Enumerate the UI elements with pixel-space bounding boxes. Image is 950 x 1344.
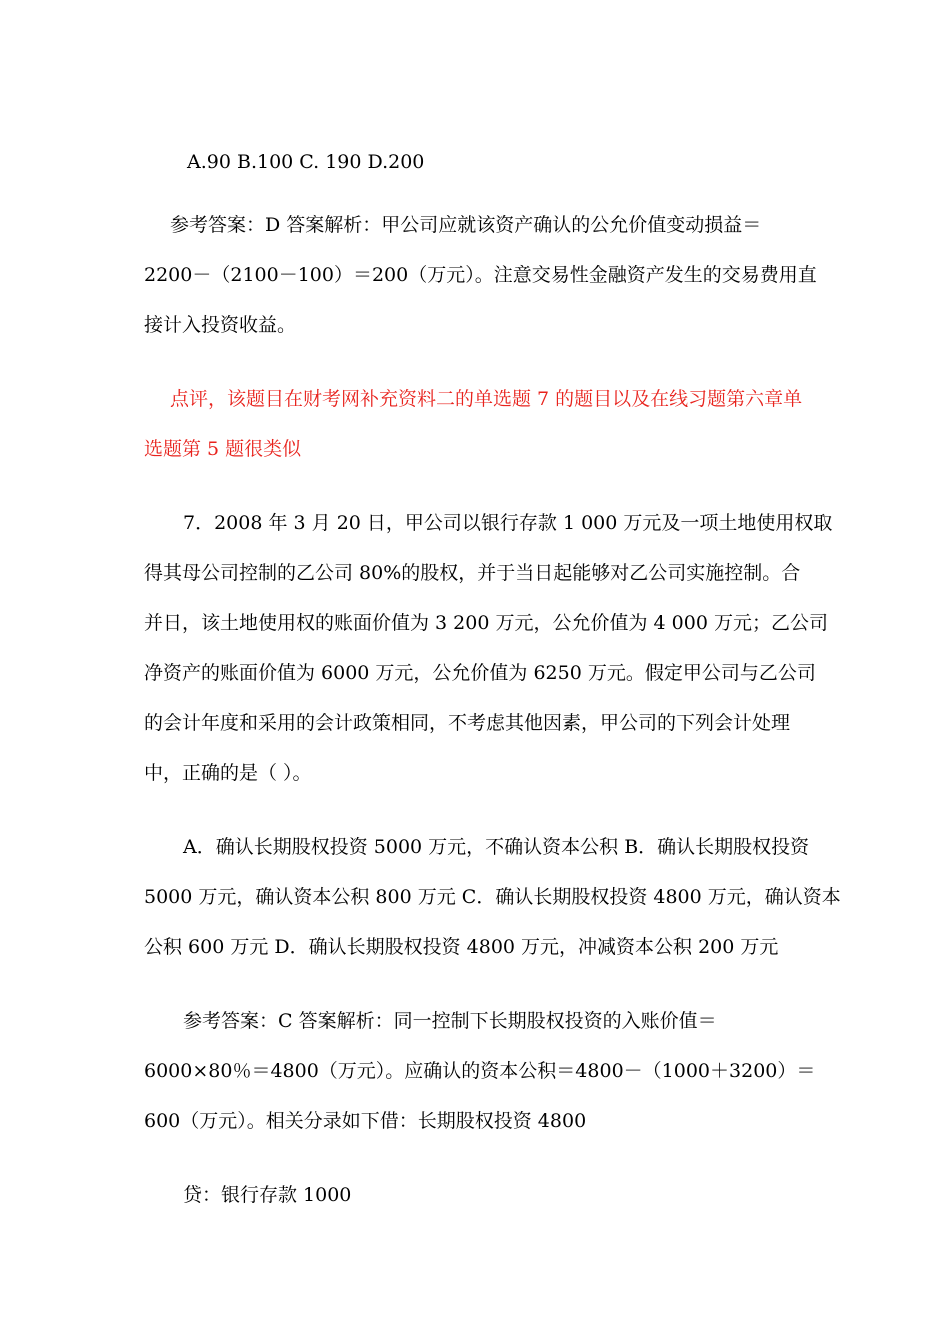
q6-comment-line-1: 点评，该题目在财考网补充资料二的单选题 7 的题目以及在线习题第六章单 xyxy=(170,388,803,410)
q7-answer-line-1: 参考答案：C 答案解析：同一控制下长期股权投资的入账价值＝ xyxy=(183,1010,717,1032)
q7-answer-line-2: 6000×80％＝4800（万元）。应确认的资本公积＝4800－（1000＋3200）＝ xyxy=(144,1060,816,1082)
q7-stem-line-6: 中，正确的是（ ）。 xyxy=(144,762,312,784)
q7-stem-line-3: 并日，该土地使用权的账面价值为 3 200 万元，公允价值为 4 000 万元；乙公司 xyxy=(144,612,828,634)
q7-stem-line-2: 得其母公司控制的乙公司 80%的股权，并于当日起能够对乙公司实施控制。合 xyxy=(144,562,801,584)
q6-answer-line-3: 接计入投资收益。 xyxy=(144,314,297,336)
q7-stem-line-5: 的会计年度和采用的会计政策相同，不考虑其他因素，甲公司的下列会计处理 xyxy=(144,712,791,734)
q7-options-line-3: 公积 600 万元 D．确认长期股权投资 4800 万元，冲减资本公积 200 万元 xyxy=(144,936,779,958)
q7-credit-entry: 贷：银行存款 1000 xyxy=(183,1184,352,1206)
q7-stem-line-1: 7．2008 年 3 月 20 日，甲公司以银行存款 1 000 万元及一项土地使用权取 xyxy=(183,512,833,534)
q6-comment-line-2: 选题第 5 题很类似 xyxy=(144,438,302,460)
q7-options-line-1: A．确认长期股权投资 5000 万元，不确认资本公积 B．确认长期股权投资 xyxy=(183,836,810,858)
q7-stem-line-4: 净资产的账面价值为 6000 万元，公允价值为 6250 万元。假定甲公司与乙公司 xyxy=(144,662,816,684)
q6-options: A.90 B.100 C. 190 D.200 xyxy=(187,151,425,173)
q7-options-line-2: 5000 万元，确认资本公积 800 万元 C．确认长期股权投资 4800 万元，确认资本 xyxy=(144,886,841,908)
q6-answer-line-2: 2200－（2100－100）＝200（万元）。注意交易性金融资产发生的交易费用直 xyxy=(144,264,817,286)
q6-answer-line-1: 参考答案：D 答案解析：甲公司应就该资产确认的公允价值变动损益＝ xyxy=(170,214,762,236)
q7-answer-line-3: 600（万元）。相关分录如下借：长期股权投资 4800 xyxy=(144,1110,587,1132)
